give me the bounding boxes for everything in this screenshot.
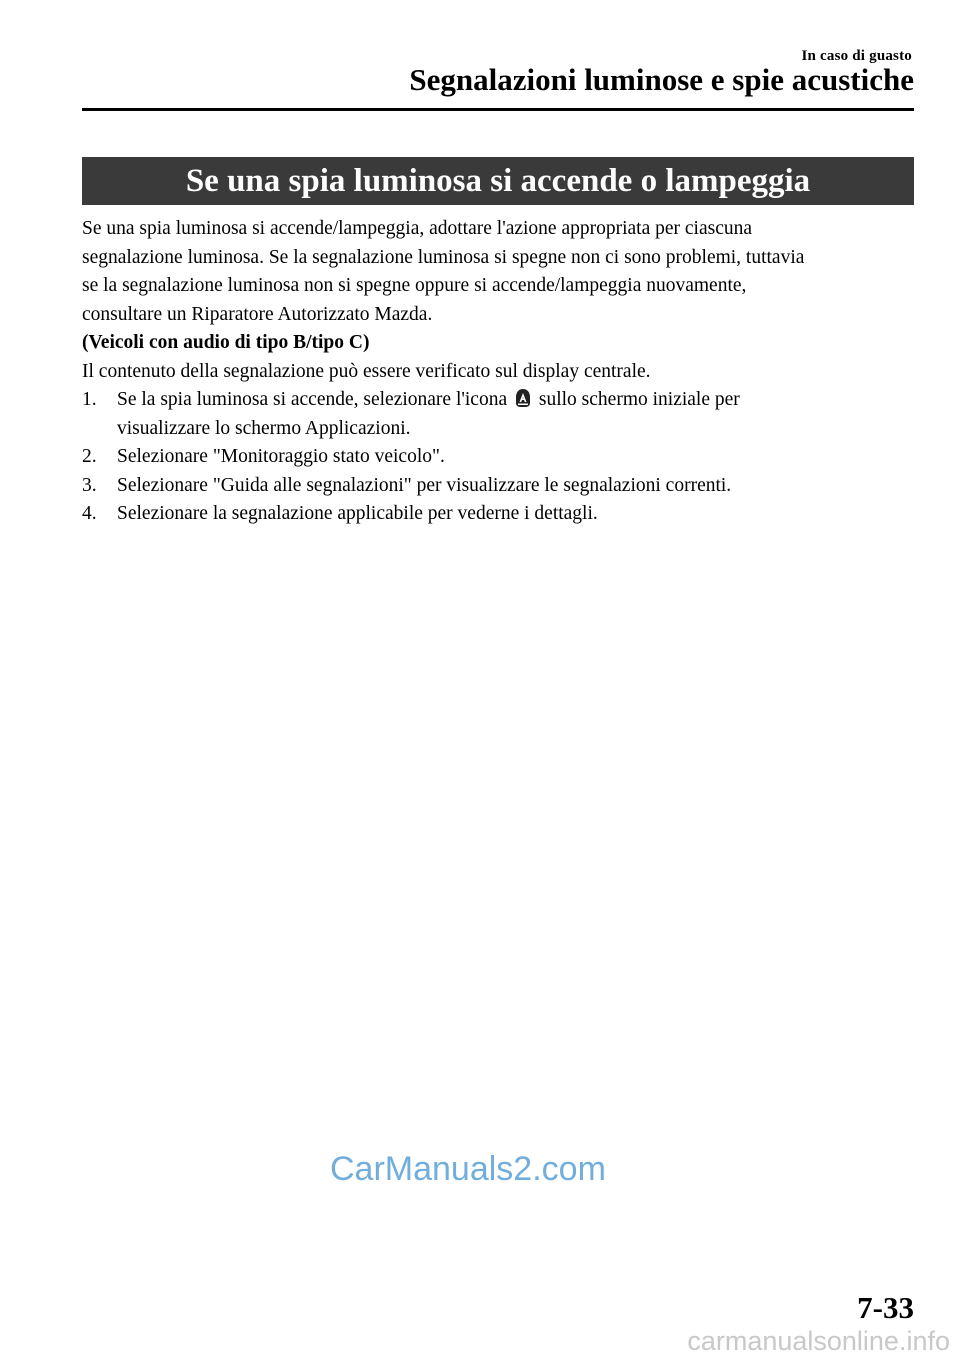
applications-icon [514,388,532,408]
step-number: 3. [82,474,97,496]
intro-line: Se una spia luminosa si accende/lampeggia, adottare l'azione appropriata per ciascuna [82,218,753,239]
step-number: 2. [82,446,97,467]
footer-site: carmanualsonline.info [687,1326,950,1356]
intro-line: consultare un Riparatore Autorizzato Mazda. [82,303,433,325]
step-text: sullo schermo iniziale per [538,389,740,410]
page-header-title: Segnalazioni luminose e spie acustiche [409,62,914,97]
list-item [82,386,914,443]
steps-list [82,386,914,529]
step-text: Selezionare "Guida alle segnalazioni" per visualizzare le segnalazioni correnti. [117,474,732,496]
list-item [82,472,914,501]
step-text: Selezionare la segnalazione applicabile per vederne i dettagli. [117,503,598,524]
section-banner [82,157,914,205]
step-number: 4. [82,503,97,524]
step-text-continued: visualizzare lo schermo Applicazioni. [117,417,411,439]
list-item [82,500,914,529]
intro-paragraph [82,215,914,329]
intro-line: se la segnalazione luminosa non si spegne oppure si accende/lampeggia nuovamente, [82,275,747,296]
step-number: 1. [82,389,97,410]
section-label: In caso di guasto [801,48,912,64]
content [82,215,914,529]
watermark: CarManuals2.com [330,1150,606,1188]
list-item [82,443,914,472]
subtext: Il contenuto della segnalazione può essere verificato sul display centrale. [82,360,651,382]
step-text: Se la spia luminosa si accende, selezionare l'icona [117,389,508,410]
intro-line: segnalazione luminosa. Se la segnalazione luminosa si spegne non ci sono problemi, tuttavia [82,246,805,268]
subheading: (Veicoli con audio di tipo B/tipo C) [82,332,370,353]
page-number: 7-33 [857,1290,914,1325]
step-text: Selezionare "Monitoraggio stato veicolo". [117,446,445,467]
banner-title: Se una spia luminosa si accende o lampeggia [185,162,811,199]
header-rule [82,108,914,111]
